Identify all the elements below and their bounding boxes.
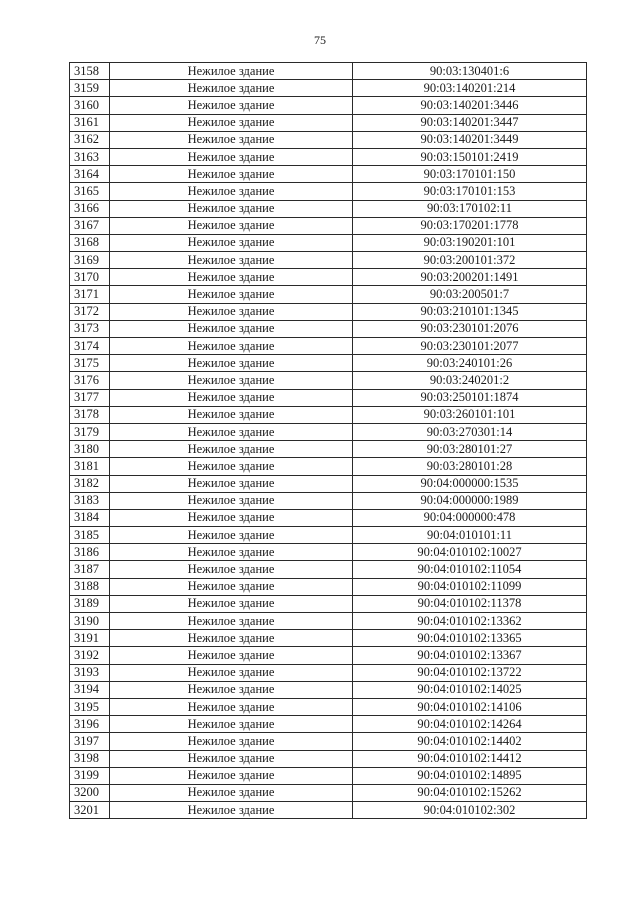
object-type-cell: Нежилое здание [110, 338, 353, 355]
cadastral-number-cell: 90:04:010102:11378 [353, 595, 587, 612]
table-row [70, 97, 587, 114]
cadastral-number-cell: 90:03:170102:11 [353, 200, 587, 217]
object-type-cell: Нежилое здание [110, 802, 353, 819]
cadastral-number-cell: 90:04:010102:13367 [353, 647, 587, 664]
table-row [70, 114, 587, 131]
row-number-cell: 3187 [70, 561, 110, 578]
cadastral-number-cell: 90:03:190201:101 [353, 234, 587, 251]
cadastral-number-cell: 90:04:000000:1989 [353, 492, 587, 509]
cadastral-number-cell: 90:03:200501:7 [353, 286, 587, 303]
row-number-cell: 3169 [70, 252, 110, 269]
object-type-cell: Нежилое здание [110, 406, 353, 423]
table-row [70, 458, 587, 475]
row-number-cell: 3191 [70, 630, 110, 647]
cadastral-number-cell: 90:04:010102:14264 [353, 716, 587, 733]
table-row [70, 681, 587, 698]
cadastral-number-cell: 90:04:000000:478 [353, 509, 587, 526]
row-number-cell: 3185 [70, 527, 110, 544]
row-number-cell: 3175 [70, 355, 110, 372]
row-number-cell: 3188 [70, 578, 110, 595]
row-number-cell: 3165 [70, 183, 110, 200]
table-row [70, 492, 587, 509]
object-type-cell: Нежилое здание [110, 217, 353, 234]
table-row [70, 200, 587, 217]
object-type-cell: Нежилое здание [110, 303, 353, 320]
cadastral-number-cell: 90:03:230101:2077 [353, 338, 587, 355]
cadastral-number-cell: 90:03:170101:153 [353, 183, 587, 200]
table-row [70, 423, 587, 440]
cadastral-number-cell: 90:03:150101:2419 [353, 148, 587, 165]
row-number-cell: 3161 [70, 114, 110, 131]
table-row [70, 544, 587, 561]
row-number-cell: 3178 [70, 406, 110, 423]
object-type-cell: Нежилое здание [110, 578, 353, 595]
cadastral-number-cell: 90:03:200201:1491 [353, 269, 587, 286]
object-type-cell: Нежилое здание [110, 63, 353, 80]
object-type-cell: Нежилое здание [110, 698, 353, 715]
object-type-cell: Нежилое здание [110, 544, 353, 561]
row-number-cell: 3170 [70, 269, 110, 286]
row-number-cell: 3186 [70, 544, 110, 561]
table-row [70, 372, 587, 389]
object-type-cell: Нежилое здание [110, 492, 353, 509]
cadastral-number-cell: 90:04:010102:14025 [353, 681, 587, 698]
registry-table-body [70, 63, 587, 819]
row-number-cell: 3158 [70, 63, 110, 80]
cadastral-number-cell: 90:04:010102:10027 [353, 544, 587, 561]
cadastral-number-cell: 90:03:140201:3447 [353, 114, 587, 131]
row-number-cell: 3198 [70, 750, 110, 767]
table-row [70, 355, 587, 372]
object-type-cell: Нежилое здание [110, 681, 353, 698]
table-row [70, 475, 587, 492]
cadastral-number-cell: 90:04:010102:13365 [353, 630, 587, 647]
row-number-cell: 3162 [70, 131, 110, 148]
object-type-cell: Нежилое здание [110, 441, 353, 458]
table-row [70, 664, 587, 681]
row-number-cell: 3199 [70, 767, 110, 784]
table-row [70, 698, 587, 715]
row-number-cell: 3182 [70, 475, 110, 492]
row-number-cell: 3166 [70, 200, 110, 217]
object-type-cell: Нежилое здание [110, 423, 353, 440]
object-type-cell: Нежилое здание [110, 784, 353, 801]
row-number-cell: 3190 [70, 613, 110, 630]
object-type-cell: Нежилое здание [110, 372, 353, 389]
table-row [70, 561, 587, 578]
cadastral-number-cell: 90:03:200101:372 [353, 252, 587, 269]
object-type-cell: Нежилое здание [110, 595, 353, 612]
page-number: 75 [314, 33, 326, 47]
object-type-cell: Нежилое здание [110, 561, 353, 578]
cadastral-number-cell: 90:03:130401:6 [353, 63, 587, 80]
cadastral-number-cell: 90:04:010102:15262 [353, 784, 587, 801]
cadastral-number-cell: 90:03:240201:2 [353, 372, 587, 389]
cadastral-number-cell: 90:04:010102:14895 [353, 767, 587, 784]
cadastral-number-cell: 90:04:010102:11054 [353, 561, 587, 578]
object-type-cell: Нежилое здание [110, 234, 353, 251]
row-number-cell: 3197 [70, 733, 110, 750]
row-number-cell: 3194 [70, 681, 110, 698]
cadastral-number-cell: 90:03:250101:1874 [353, 389, 587, 406]
table-row [70, 630, 587, 647]
row-number-cell: 3195 [70, 698, 110, 715]
property-registry-table [69, 62, 587, 819]
row-number-cell: 3159 [70, 80, 110, 97]
cadastral-number-cell: 90:04:010102:14106 [353, 698, 587, 715]
cadastral-number-cell: 90:04:010102:302 [353, 802, 587, 819]
object-type-cell: Нежилое здание [110, 148, 353, 165]
row-number-cell: 3176 [70, 372, 110, 389]
object-type-cell: Нежилое здание [110, 509, 353, 526]
object-type-cell: Нежилое здание [110, 252, 353, 269]
table-row [70, 303, 587, 320]
table-row [70, 217, 587, 234]
object-type-cell: Нежилое здание [110, 269, 353, 286]
table-row [70, 733, 587, 750]
object-type-cell: Нежилое здание [110, 200, 353, 217]
cadastral-number-cell: 90:04:010102:11099 [353, 578, 587, 595]
row-number-cell: 3163 [70, 148, 110, 165]
table-row [70, 269, 587, 286]
row-number-cell: 3177 [70, 389, 110, 406]
object-type-cell: Нежилое здание [110, 664, 353, 681]
table-row [70, 286, 587, 303]
cadastral-number-cell: 90:03:170201:1778 [353, 217, 587, 234]
table-row [70, 716, 587, 733]
table-row [70, 441, 587, 458]
table-row [70, 578, 587, 595]
cadastral-number-cell: 90:04:010102:13722 [353, 664, 587, 681]
table-row [70, 613, 587, 630]
row-number-cell: 3200 [70, 784, 110, 801]
object-type-cell: Нежилое здание [110, 458, 353, 475]
cadastral-number-cell: 90:03:230101:2076 [353, 320, 587, 337]
row-number-cell: 3196 [70, 716, 110, 733]
table-row [70, 767, 587, 784]
table-row [70, 338, 587, 355]
row-number-cell: 3172 [70, 303, 110, 320]
row-number-cell: 3184 [70, 509, 110, 526]
object-type-cell: Нежилое здание [110, 320, 353, 337]
object-type-cell: Нежилое здание [110, 475, 353, 492]
object-type-cell: Нежилое здание [110, 750, 353, 767]
row-number-cell: 3192 [70, 647, 110, 664]
cadastral-number-cell: 90:04:010102:14412 [353, 750, 587, 767]
table-row [70, 647, 587, 664]
row-number-cell: 3160 [70, 97, 110, 114]
table-row [70, 320, 587, 337]
object-type-cell: Нежилое здание [110, 630, 353, 647]
cadastral-number-cell: 90:03:280101:27 [353, 441, 587, 458]
row-number-cell: 3179 [70, 423, 110, 440]
table-row [70, 148, 587, 165]
cadastral-number-cell: 90:04:010102:14402 [353, 733, 587, 750]
table-row [70, 234, 587, 251]
cadastral-number-cell: 90:03:260101:101 [353, 406, 587, 423]
object-type-cell: Нежилое здание [110, 166, 353, 183]
object-type-cell: Нежилое здание [110, 527, 353, 544]
row-number-cell: 3168 [70, 234, 110, 251]
object-type-cell: Нежилое здание [110, 97, 353, 114]
object-type-cell: Нежилое здание [110, 647, 353, 664]
object-type-cell: Нежилое здание [110, 716, 353, 733]
row-number-cell: 3201 [70, 802, 110, 819]
cadastral-number-cell: 90:03:280101:28 [353, 458, 587, 475]
row-number-cell: 3174 [70, 338, 110, 355]
object-type-cell: Нежилое здание [110, 613, 353, 630]
table-row [70, 750, 587, 767]
table-row [70, 509, 587, 526]
cadastral-number-cell: 90:04:000000:1535 [353, 475, 587, 492]
row-number-cell: 3167 [70, 217, 110, 234]
row-number-cell: 3193 [70, 664, 110, 681]
cadastral-number-cell: 90:03:210101:1345 [353, 303, 587, 320]
row-number-cell: 3171 [70, 286, 110, 303]
cadastral-number-cell: 90:03:170101:150 [353, 166, 587, 183]
object-type-cell: Нежилое здание [110, 767, 353, 784]
cadastral-number-cell: 90:03:140201:214 [353, 80, 587, 97]
row-number-cell: 3164 [70, 166, 110, 183]
table-row [70, 252, 587, 269]
row-number-cell: 3180 [70, 441, 110, 458]
table-row [70, 784, 587, 801]
object-type-cell: Нежилое здание [110, 183, 353, 200]
table-row [70, 80, 587, 97]
cadastral-number-cell: 90:04:010102:13362 [353, 613, 587, 630]
cadastral-number-cell: 90:04:010101:11 [353, 527, 587, 544]
table-row [70, 183, 587, 200]
table-row [70, 389, 587, 406]
cadastral-number-cell: 90:03:140201:3449 [353, 131, 587, 148]
object-type-cell: Нежилое здание [110, 389, 353, 406]
table-row [70, 802, 587, 819]
table-row [70, 131, 587, 148]
object-type-cell: Нежилое здание [110, 355, 353, 372]
table-row [70, 406, 587, 423]
table-row [70, 527, 587, 544]
cadastral-number-cell: 90:03:140201:3446 [353, 97, 587, 114]
object-type-cell: Нежилое здание [110, 131, 353, 148]
row-number-cell: 3173 [70, 320, 110, 337]
object-type-cell: Нежилое здание [110, 286, 353, 303]
table-row [70, 595, 587, 612]
row-number-cell: 3181 [70, 458, 110, 475]
row-number-cell: 3183 [70, 492, 110, 509]
object-type-cell: Нежилое здание [110, 80, 353, 97]
object-type-cell: Нежилое здание [110, 733, 353, 750]
cadastral-number-cell: 90:03:270301:14 [353, 423, 587, 440]
row-number-cell: 3189 [70, 595, 110, 612]
object-type-cell: Нежилое здание [110, 114, 353, 131]
cadastral-number-cell: 90:03:240101:26 [353, 355, 587, 372]
table-row [70, 166, 587, 183]
table-row [70, 63, 587, 80]
